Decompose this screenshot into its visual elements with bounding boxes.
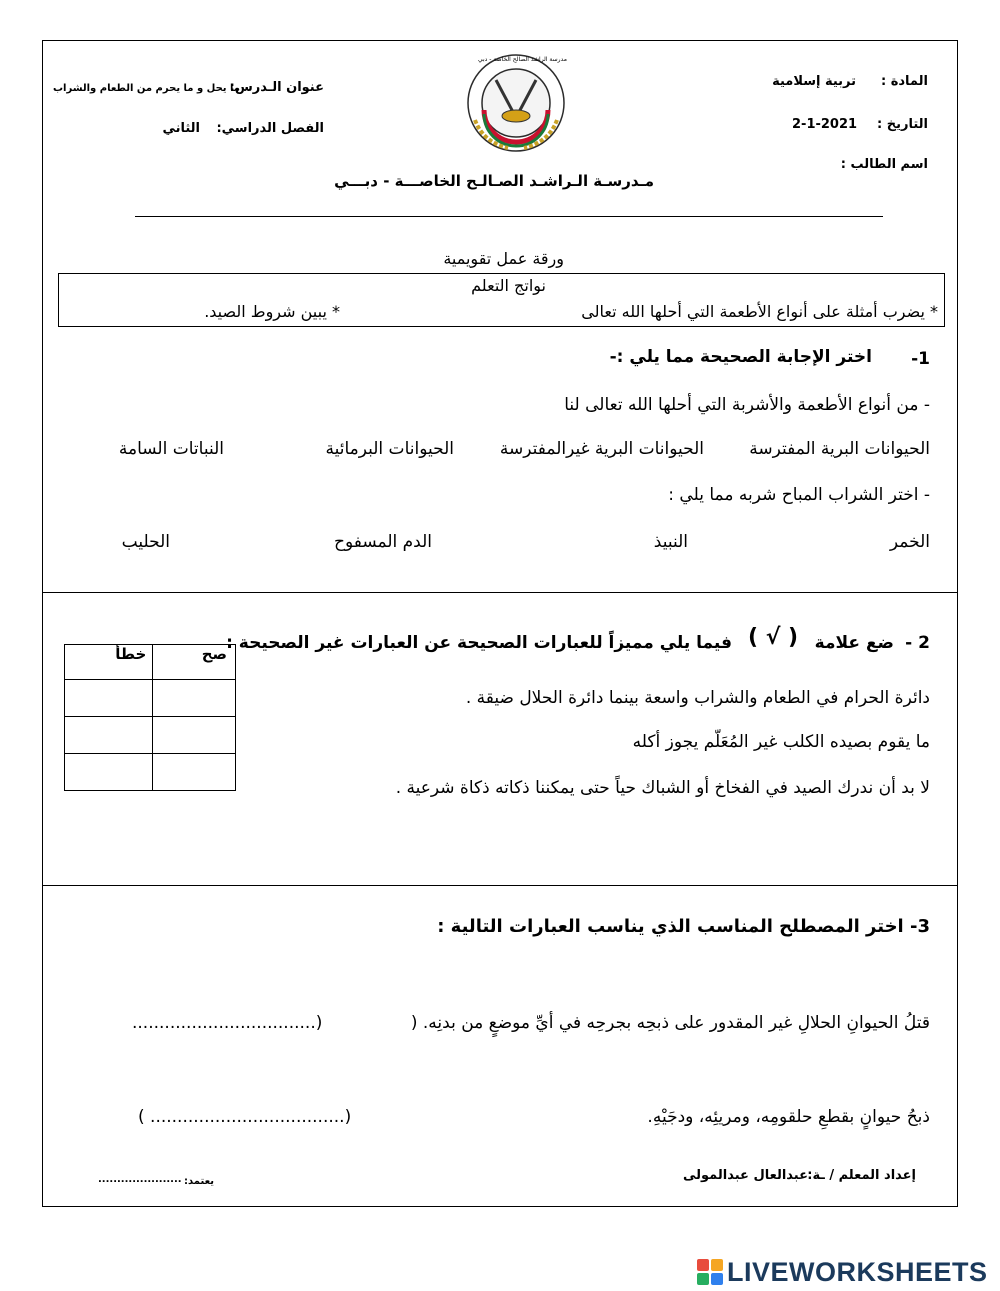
answer-cell-wrong-2[interactable] xyxy=(65,717,153,754)
answer-cell-wrong-3[interactable] xyxy=(65,754,153,791)
lesson-title-value: ما يحل و ما يحرم من الطعام والشراب xyxy=(53,83,240,94)
date-value: 2-1-2021 xyxy=(792,117,858,132)
q2-statement-3: لا بد أن ندرك الصيد في الفخاخ أو الشباك حياً حتى يمكننا ذكاته ذكاة شرعية . xyxy=(395,778,930,798)
semester-value: الثاني xyxy=(162,121,200,136)
school-logo-text: مدرسة الراشد الصالح الخاصة - دبي xyxy=(478,56,567,63)
table-row xyxy=(65,680,236,717)
lesson-title-label: عنوان الـدرس: xyxy=(229,80,324,95)
q1-item1-option2[interactable]: الحيوانات البرية غيرالمفترسة xyxy=(499,439,704,459)
table-row xyxy=(65,754,236,791)
q1-number: 1- xyxy=(911,349,930,369)
q1-item2-option1[interactable]: الخمر xyxy=(889,532,930,552)
q1-item2-option2[interactable]: النبيذ xyxy=(653,532,688,552)
q1-item2-text: - اختر الشراب المباح شربه مما يلي : xyxy=(668,485,930,505)
q2-check-mark: ( √ ) xyxy=(748,625,799,650)
liveworksheets-logo[interactable] xyxy=(697,1258,988,1286)
date-label: التاريخ : xyxy=(877,117,928,132)
answer-cell-wrong-1[interactable] xyxy=(65,680,153,717)
q1-item1-option1[interactable]: الحيوانات البرية المفترسة xyxy=(749,439,930,459)
correct-header: صح xyxy=(153,645,236,680)
objective-2: * يبين شروط الصيد. xyxy=(204,302,340,321)
answer-cell-correct-2[interactable] xyxy=(153,717,236,754)
q1-item1-option4[interactable]: النباتات السامة xyxy=(118,439,224,459)
q1-item1-option3[interactable]: الحيوانات البرمائية xyxy=(325,439,454,459)
brand-text: LIVEWORKSHEETS xyxy=(727,1256,988,1287)
q2-heading: ضع علامة xyxy=(814,633,894,653)
brand-icon xyxy=(697,1259,723,1285)
student-name-label: اسم الطالب : xyxy=(840,157,928,172)
answer-cell-correct-3[interactable] xyxy=(153,754,236,791)
q1-item1-text: - من أنواع الأطعمة والأشربة التي أحلها الله تعالى لنا xyxy=(564,395,930,415)
q1-item2-option3[interactable]: الدم المسفوح xyxy=(333,532,432,552)
objectives-title: نواتج التعلم xyxy=(471,276,546,295)
approved-blank: ...................... xyxy=(98,1174,182,1185)
q1-item2-option4[interactable]: الحليب xyxy=(121,532,170,552)
q3-statement-1: قتلُ الحيوانِ الحلالِ غير المقدور على ذبحِه بجرحِه في أيِّ موضعٍ من بدنِه. ( xyxy=(410,1013,930,1033)
table-row xyxy=(65,717,236,754)
section-divider-2 xyxy=(42,885,958,886)
q3-statement-2: ذبحُ حيوانٍ بقطعِ حلقومِه، ومريئِه، ودجَيْهِ. xyxy=(647,1107,930,1127)
subject-label: المادة : xyxy=(880,74,928,89)
school-name: مـدرسـة الـراشـد الصـالـح الخاصـــة - دبـــي xyxy=(334,172,654,190)
prepared-by-name: عبدالعال عبدالمولى xyxy=(683,1168,808,1183)
answer-cell-correct-1[interactable] xyxy=(153,680,236,717)
header-divider xyxy=(135,216,883,217)
q1-heading: اختر الإجابة الصحيحة مما يلي :- xyxy=(609,347,872,367)
section-divider-1 xyxy=(42,592,958,593)
wrong-header: خطأ xyxy=(65,645,153,680)
q3-blank-2[interactable]: ( ....................................) xyxy=(138,1107,352,1127)
approved-label: يعتمد: xyxy=(184,1176,214,1187)
q2-number: 2 - xyxy=(905,633,930,653)
q2-statement-2: ما يقوم بصيده الكلب غير المُعَلّم يجوز أكله xyxy=(632,732,930,752)
q3-heading: 3- اختر المصطلح المناسب الذي يناسب العبارات التالية : xyxy=(437,916,930,937)
worksheet-title: ورقة عمل تقويمية xyxy=(443,249,564,268)
school-logo xyxy=(463,50,569,156)
q2-statement-1: دائرة الحرام في الطعام والشراب واسعة بينما دائرة الحلال ضيقة . xyxy=(465,688,930,708)
q2-heading-rest: فيما يلي مميزاً للعبارات الصحيحة عن العبارات غير الصحيحة : xyxy=(226,633,732,653)
true-false-table xyxy=(64,644,236,791)
prepared-by-label: إعداد المعلم / ـة: xyxy=(807,1168,916,1183)
semester-label: الفصل الدراسي: xyxy=(216,121,324,136)
q3-blank-1[interactable]: ..................................) xyxy=(132,1013,323,1033)
objective-1: * يضرب أمثلة على أنواع الأطعمة التي أحلها الله تعالى xyxy=(581,302,938,321)
subject-value: تربية إسلامية xyxy=(772,74,856,89)
